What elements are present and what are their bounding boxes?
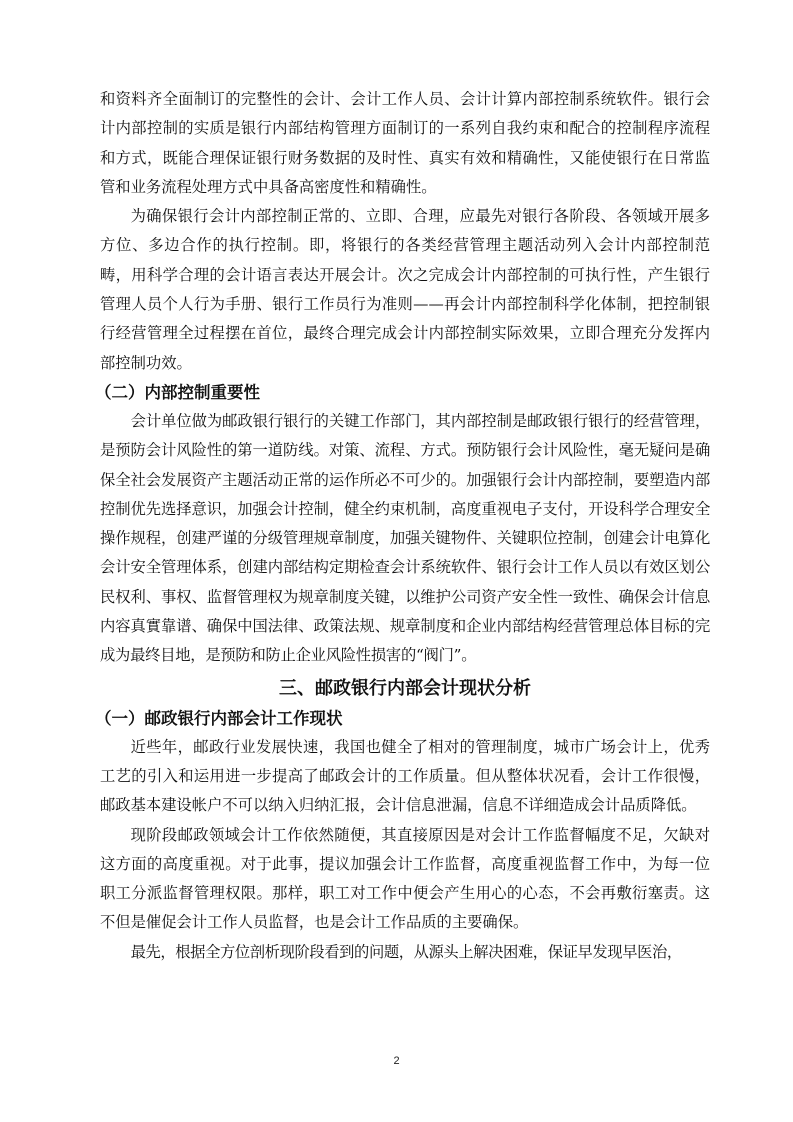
document-page — [95, 85, 710, 967]
section-title-3: 三、邮政银行内部会计现状分析 — [279, 677, 531, 699]
paragraph-1: 和资料齐全面制订的完整性的会计、会计工作人员、会计计算内部控制系统软件。银行会计内部控制的实质是银行内部结构管理方面制订的一系列自我约束和配合的控制程序流程和方式，既能合理保证银行财务数据的及时性、真实有效和精确性，又能使银行在日常监管和业务流程处理方式中具备高密度性和精确性。 — [100, 90, 710, 196]
paragraph-2: 为确保银行会计内部控制正常的、立即、合理，应最先对银行各阶段、各领域开展多方位、多边合作的执行控制。即，将银行的各类经营管理主题活动列入会计内部控制范畴，用科学合理的会计语言表达开展会计。次之完成会计内部控制的可执行性，产生银行管理人员个人行为手册、银行工作员行为准则——再会计内部控制科学化体制，把控制银行经营管理全过程摆在首位，最终合理完成会计内部控制实际效果，立即合理充分发挥内部控制功效。 — [100, 207, 710, 372]
heading-accounting-status: （一）邮政银行内部会计工作现状 — [95, 708, 343, 728]
page-number: 2 — [393, 1055, 400, 1067]
heading-internal-control-importance: （二）内部控制重要性 — [95, 382, 260, 402]
paragraph-3: 会计单位做为邮政银行银行的关键工作部门，其内部控制是邮政银行银行的经营管理，是预防会计风险性的第一道防线。对策、流程、方式。预防银行会计风险性，毫无疑问是确保全社会发展资产主题活动正常的运作所必不可少的。加强银行会计内部控制，要塑造内部控制优先选择意识，加强会计控制，健全约束机制，高度重视电子支付，开设科学合理安全操作规程，创建严谨的分级管理规章制度，加强关键物件、关键职位控制，创建会计电算化会计安全管理体系，创建内部结构定期检查会计系统软件、银行会计工作人员以有效区划公民权利、事权、监督管理权为规章制度关键，以维护公司资产安全性一致性、确保会计信息内容真實靠谱、确保中国法律、政策法规、规章制度和企业内部结构经营管理总体目标的完成为最终目地，是预防和防止企业风险性损害的“阀门”。 — [100, 411, 710, 665]
paragraph-6: 最先，根据全方位剖析现阶段看到的问题，从源头上解决困难，保证早发现早医治， — [130, 942, 682, 961]
paragraph-5: 现阶段邮政领域会计工作依然随便，其直接原因是对会计工作监督幅度不足，欠缺对这方面的高度重视。对于此事，提议加强会计工作监督，高度重视监督工作中，为每一位职工分派监督管理权限。那样，职工对工作中便会产生用心的心态，不会再敷衍塞责。这不但是催促会计工作人员监督，也是会计工作品质的主要确保。 — [100, 825, 710, 932]
paragraph-4: 近些年，邮政行业发展快速，我国也健全了相对的管理制度，城市广场会计上，优秀工艺的引入和运用进一步提高了邮政会计的工作质量。但从整体状况看，会计工作很慢，邮政基本建设帐户不可以纳入归纳汇报，会计信息泄漏，信息不详细造成会计品质降低。 — [100, 737, 710, 815]
